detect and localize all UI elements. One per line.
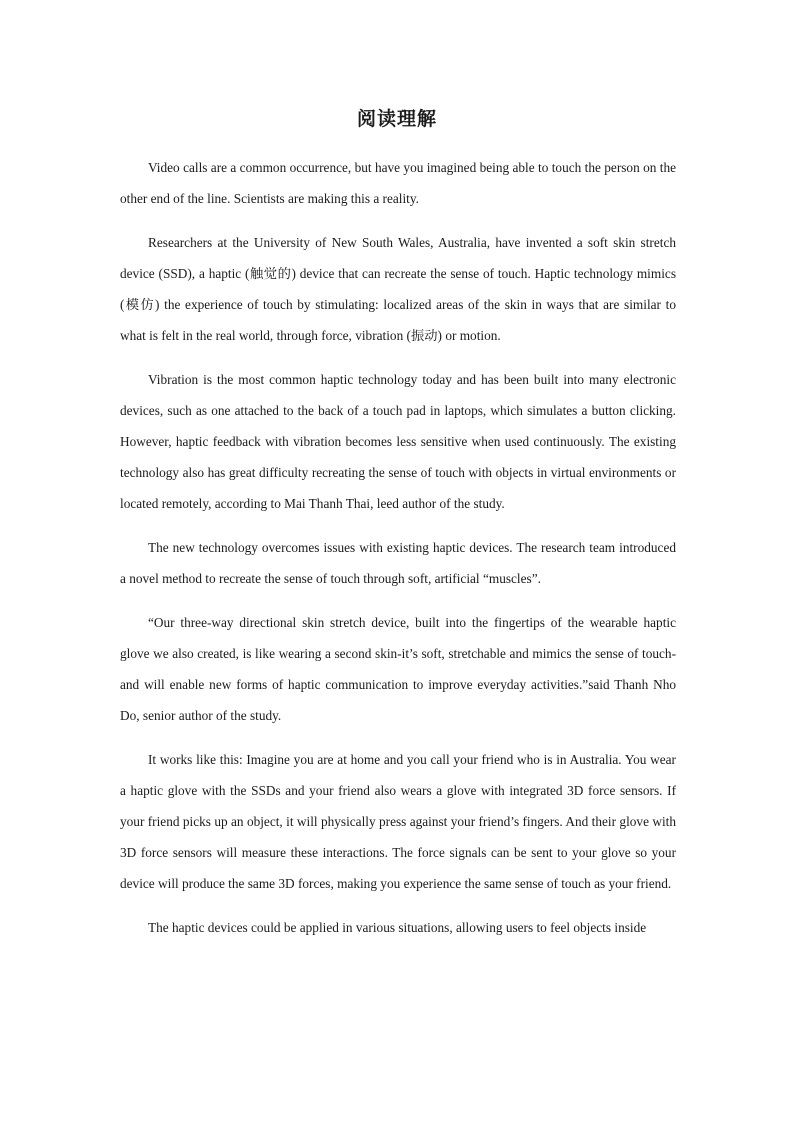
paragraph-1: Video calls are a common occurrence, but have you imagined being able to touch the person on the other end of the line. Scientists are making this a reality. bbox=[120, 160, 676, 206]
page-title: 阅读理解 bbox=[356, 108, 437, 130]
paragraph-2: Researchers at the University of New South Wales, Australia, have invented a soft skin stretch device (SSD), a haptic (触觉的) device that can recreate the sense of touch. Haptic technology mimics (模仿) the experience of touch by stimulating: localized areas of the skin in ways that are similar to what is felt in the real world, through force, vibration (振动) or motion. bbox=[120, 235, 676, 343]
document-body bbox=[120, 152, 676, 943]
paragraph-5: “Our three-way directional skin stretch device, built into the fingertips of the wearable haptic glove we also created, is like wearing a second skin-it’s soft, stretchable and mimics the sense of touch-and will enable new forms of haptic communication to improve everyday activities.”said Thanh Nho Do, senior author of the study. bbox=[120, 615, 676, 723]
paragraph-6: It works like this: Imagine you are at home and you call your friend who is in Australia. You wear a haptic glove with the SSDs and your friend also wears a glove with integrated 3D force sensors. If your friend picks up an object, it will physically press against your friend’s fingers. And their glove with 3D force sensors will measure these interactions. The force signals can be sent to your glove so your device will produce the same 3D forces, making you experience the same sense of touch as your friend. bbox=[120, 752, 676, 891]
paragraph-4: The new technology overcomes issues with existing haptic devices. The research team introduced a novel method to recreate the sense of touch through soft, artificial “muscles”. bbox=[120, 540, 676, 586]
paragraph-7: The haptic devices could be applied in various situations, allowing users to feel objects inside bbox=[148, 920, 647, 935]
paragraph-3: Vibration is the most common haptic technology today and has been built into many electronic devices, such as one attached to the back of a touch pad in laptops, which simulates a button clicking. However, haptic feedback with vibration becomes less sensitive when used continuously. The existing technology also has great difficulty recreating the sense of touch with objects in virtual environments or located remotely, according to Mai Thanh Thai, leed author of the study. bbox=[120, 372, 676, 511]
